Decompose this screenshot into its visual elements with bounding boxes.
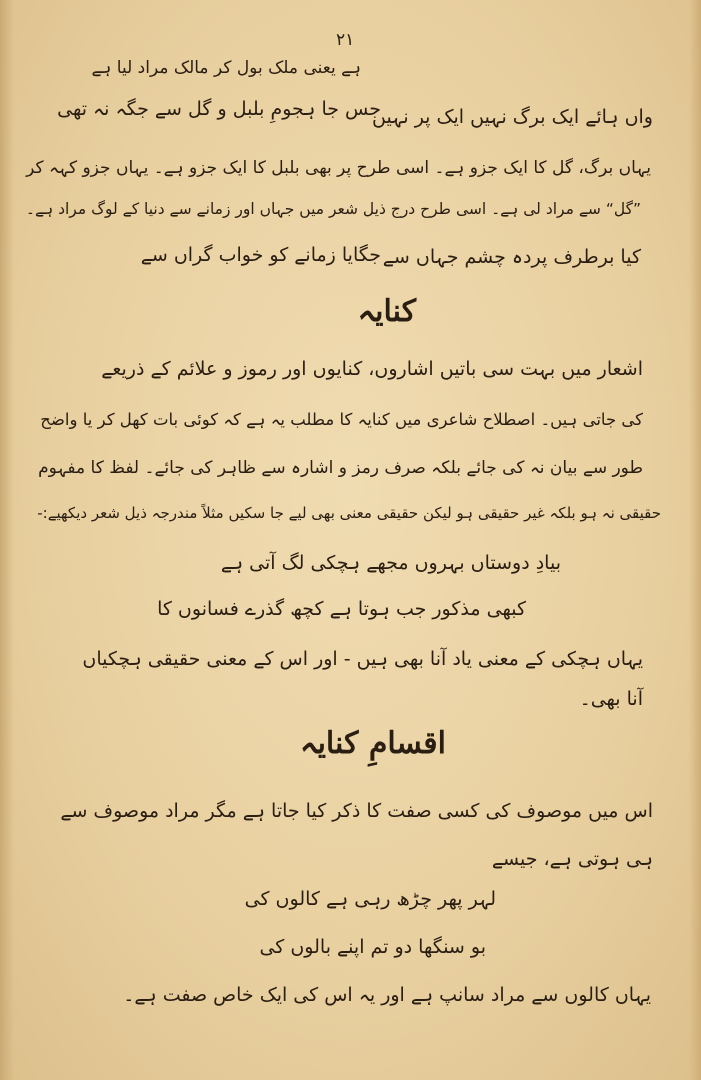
verse-line: کبھی مذکور جب ہوتا ہے کچھ گذرے فسانوں کا [157, 598, 526, 620]
section-heading: کنایہ [357, 294, 416, 329]
verse-line: واں ہائے ایک برگ نہیں ایک پر نہیں [372, 106, 653, 128]
text-line: آنا بھی۔ [579, 688, 643, 710]
page-edge-right [689, 0, 701, 1080]
text-line: یہاں برگ، گل کا ایک جزو ہے۔ اسی طرح پر بھی بلبل کا ایک جزو ہے۔ یہاں جزو کہہ کر [26, 158, 651, 178]
section-heading: اقسامِ کنایہ [299, 726, 446, 761]
page-number: ٢١ [336, 30, 355, 50]
verse-line: بیادِ دوستاں بہروں مجھے ہچکی لگ آتی ہے [220, 552, 561, 574]
text-line: ”گل“ سے مراد لی ہے۔ اسی طرح درج ذیل شعر میں جہاں اور زمانے سے دنیا کے لوگ مراد ہے۔ [25, 200, 641, 218]
verse-line: جس جا ہجومِ بلبل و گل سے جگہ نہ تھی [57, 98, 381, 120]
text-line: اشعار میں بہت سی باتیں اشاروں، کنایوں اور رموز و علائم کے ذریعے [101, 358, 643, 380]
text-line: یہاں کالوں سے مراد سانپ ہے اور یہ اس کی ایک خاص صفت ہے۔ [123, 984, 651, 1006]
page-edge-left [0, 0, 14, 1080]
text-line: ہی ہوتی ہے، جیسے [491, 848, 653, 870]
text-line: کی جاتی ہیں۔ اصطلاح شاعری میں کنایہ کا مطلب یہ ہے کہ کوئی بات کھل کر یا واضح [40, 410, 643, 429]
text-line: یہاں ہچکی کے معنی یاد آنا بھی ہیں - اور اس کے معنی حقیقی ہچکیاں [82, 648, 643, 670]
text-line: ہے یعنی ملک بول کر مالک مراد لیا ہے [91, 58, 361, 78]
verse-line: بو سنگھا دو تم اپنے بالوں کی [259, 936, 486, 958]
text-line: طور سے بیان نہ کی جائے بلکہ صرف رمز و اشارہ سے ظاہر کی جائے۔ لفظ کا مفہوم [38, 458, 643, 478]
verse-line: کیا برطرف پردہ چشم جہاں سے [382, 246, 641, 268]
text-line: اس میں موصوف کی کسی صفت کا ذکر کیا جاتا ہے مگر مراد موصوف سے [60, 800, 653, 822]
text-line: حقیقی نہ ہو بلکہ غیر حقیقی ہو لیکن حقیقی معنی بھی لیے جا سکیں مثلاً مندرجہ ذیل شعر دیکھیے:- [37, 504, 661, 522]
verse-line: لہر پھر چڑھ رہی ہے کالوں کی [244, 888, 496, 910]
verse-line: جگایا زمانے کو خواب گراں سے [140, 244, 381, 266]
